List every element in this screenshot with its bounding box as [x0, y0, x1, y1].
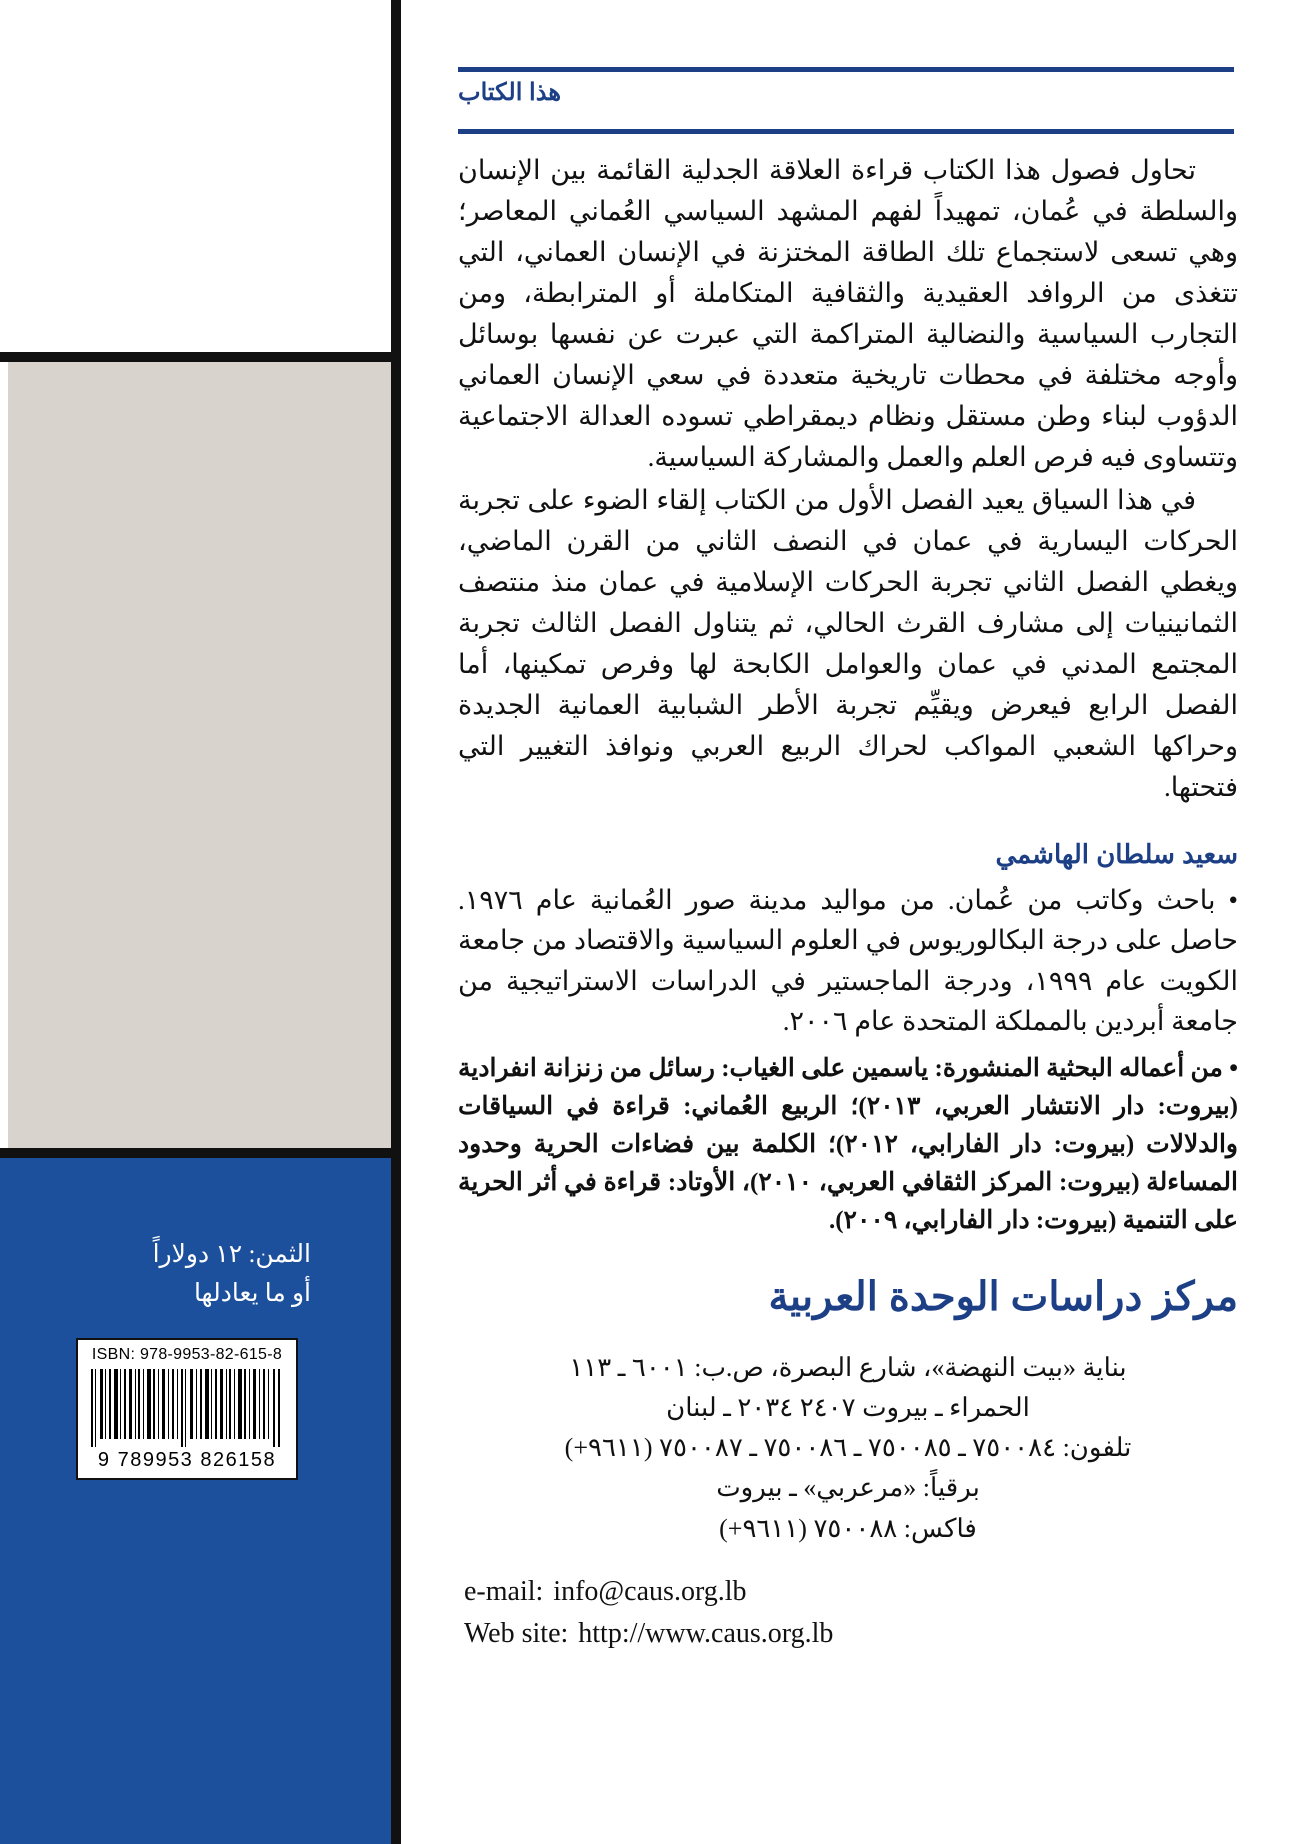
address-line-3: تلفون: ٧٥٠٠٨٤ ـ ٧٥٠٠٨٥ ـ ٧٥٠٠٨٦ ـ ٧٥٠٠٨٧ (٩٦١١+) — [564, 1433, 1132, 1463]
cover-divider-top — [0, 352, 391, 362]
price-line-1: الثمن: ١٢ دولاراً — [152, 1241, 311, 1268]
blurb-paragraph-1: تحاول فصول هذا الكتاب قراءة العلاقة الجدلية القائمة بين الإنسان والسلطة في عُمان، تمهيداً لفهم المشهد السياسي العُماني المعاصر؛ وهي تسعى لاستجماع تلك الطاقة المختزنة في الإنسان العماني، التي تتغذى من الروافد العقيدية والثقافية المتكاملة أو المترابطة، ومن التجارب السياسية والنضالية المتراكمة التي عبرت عن نفسها بوسائل وأوجه مختلفة في محطات تاريخية متعددة في سعي الإنسان العماني الدؤوب لبناء وطن مستقل ونظام ديمقراطي تسوده العدالة الاجتماعية وتتساوى فيه فرص العلم والعمل والمشاركة السياسية. — [458, 155, 1238, 473]
barcode-digits: 9 789953 826158 — [97, 1449, 277, 1471]
front-cover-panel — [0, 0, 411, 1844]
author-name: سعيد سلطان الهاشمي — [995, 838, 1238, 869]
back-cover-body — [458, 150, 1238, 1655]
website-value[interactable]: http://www.caus.org.lb — [578, 1617, 834, 1649]
address-line-1: بناية «بيت النهضة»، شارع البصرة، ص.ب: ٦٠٠١ ـ ١١٣ — [569, 1352, 1127, 1382]
price-line-2: أو ما يعادلها — [193, 1279, 311, 1307]
isbn-label: ISBN: 978-9953-82-615-8 — [91, 1346, 283, 1363]
blurb-paragraph-2: في هذا السياق يعيد الفصل الأول من الكتاب إلقاء الضوء على تجربة الحركات اليسارية في عمان في النصف الثاني من القرن الماضي، ويغطي الفصل الثاني تجربة الحركات الإسلامية في عمان منذ منتصف الثمانينيات إلى مشارف القرث الحالي، ثم يتناول الفصل الثالث تجربة المجتمع المدني في عمان والعوامل الكابحة لها وفرص تمكينها، أما الفصل الرابع فيعرض ويقيِّم تجربة الأطر الشبابية العمانية الجديدة وحراكها الشعبي المواكب لحراك الربيع العربي ونوافذ التغيير التي فتحتها. — [458, 485, 1238, 803]
address-line-4: برقياً: «مرعربي» ـ بيروت — [716, 1473, 980, 1503]
price-block — [71, 1236, 311, 1314]
author-works-paragraph: • من أعماله البحثية المنشورة: ياسمين على الغياب: رسائل من زنزانة انفرادية (بيروت: دار الانتشار العربي، ٢٠١٣)؛ الربيع العُماني: قراءة في السياقات والدلالات (بيروت: دار الفارابي، ٢٠١٢)؛ الكلمة بين فضاءات الحرية وحدود المساءلة (بيروت: المركز الثقافي العربي، ٢٠١٠)، الأوتاد: قراءة في أثر الحرية على التنمية (بيروت: دار الفارابي، ٢٠٠٩). — [458, 1054, 1239, 1234]
barcode-image — [89, 1369, 285, 1447]
website-row — [464, 1613, 1238, 1655]
address-line-2: الحمراء ـ بيروت ٢٤٠٧ ٢٠٣٤ ـ لبنان — [666, 1392, 1030, 1422]
cover-divider-bottom — [0, 1148, 391, 1158]
publisher-address-block — [458, 1348, 1238, 1549]
email-label: e-mail: — [464, 1575, 544, 1607]
publisher-name: مركز دراسات الوحدة العربية — [768, 1274, 1238, 1319]
back-cover-panel — [411, 0, 1291, 1844]
cover-spine-edge — [391, 0, 401, 1844]
email-value[interactable]: info@caus.org.lb — [553, 1575, 747, 1607]
publisher-contact-block — [458, 1571, 1238, 1655]
header-rule-top — [458, 67, 1234, 72]
address-line-5: فاكس: ٧٥٠٠٨٨ (٩٦١١+) — [719, 1513, 977, 1543]
cover-white-block — [0, 0, 390, 352]
website-label: Web site: — [464, 1617, 569, 1649]
section-title-this-book: هذا الكتاب — [458, 79, 561, 106]
author-bio-paragraph: • باحث وكاتب من عُمان. من مواليد مدينة صور العُمانية عام ١٩٧٦. حاصل على درجة البكالوريوس في العلوم السياسية والاقتصاد من جامعة الكويت عام ١٩٩٩، ودرجة الماجستير في الدراسات الاستراتيجية من جامعة أبردين بالمملكة المتحدة عام ٢٠٠٦. — [458, 884, 1238, 1036]
email-row — [464, 1571, 1238, 1613]
header-rule-bottom — [458, 129, 1234, 134]
cover-outer-margin — [401, 0, 411, 1844]
isbn-barcode-box — [76, 1338, 298, 1480]
cover-grey-block — [8, 362, 391, 1148]
